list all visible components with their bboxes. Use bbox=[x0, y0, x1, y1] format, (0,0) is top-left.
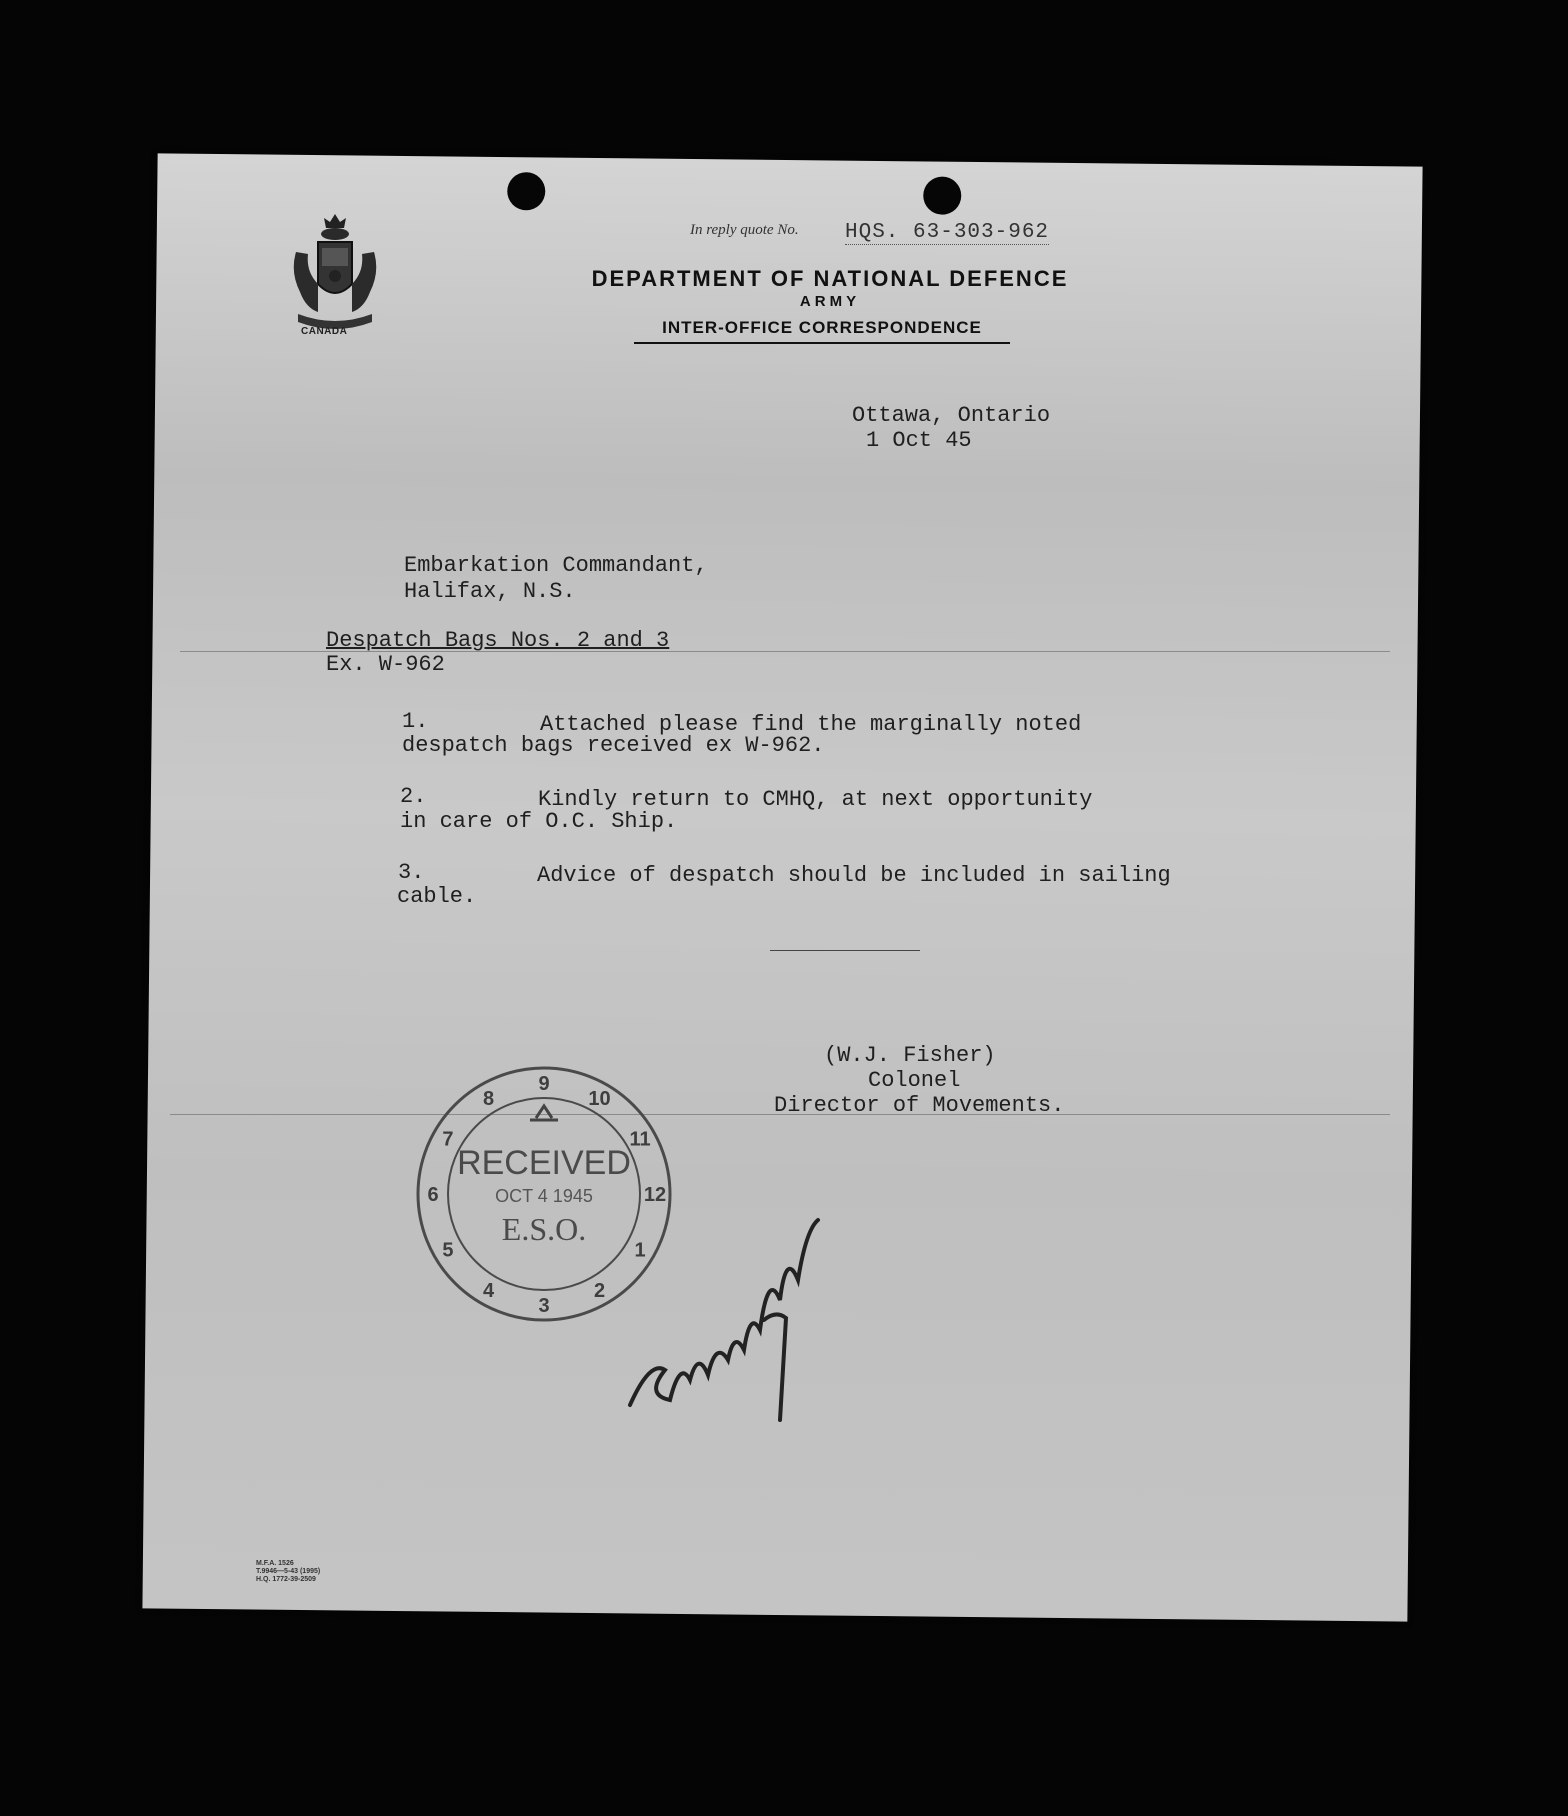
stamp-ring-number: 1 bbox=[634, 1239, 646, 1262]
stamp-ring-number: 2 bbox=[593, 1280, 606, 1303]
imprint-line: M.F.A. 1526 bbox=[256, 1560, 294, 1567]
stamp-ring-number: 8 bbox=[482, 1087, 495, 1110]
imprint-line: T.9946—5-43 (1995) bbox=[256, 1568, 321, 1575]
paragraph-text: cable. bbox=[397, 884, 477, 909]
stamp-word: RECEIVED bbox=[457, 1144, 631, 1182]
handwritten-signature bbox=[610, 1210, 900, 1430]
reply-number: HQS. 63-303-962 bbox=[845, 221, 1050, 244]
imprint-line: H.Q. 1772-39-2509 bbox=[256, 1576, 316, 1583]
stamp-ring-number: 5 bbox=[442, 1239, 454, 1262]
stamp-ring-number: 10 bbox=[588, 1087, 611, 1110]
punch-hole bbox=[507, 172, 545, 210]
paragraph-text: despatch bags received ex W-962. bbox=[402, 733, 825, 758]
stamp-office: E.S.O. bbox=[501, 1211, 587, 1247]
paragraph-text: Attached please find the marginally noted bbox=[540, 712, 1082, 737]
signer-title: Director of Movements. bbox=[774, 1093, 1065, 1118]
addressee-line: Halifax, N.S. bbox=[404, 579, 576, 604]
stamp-ring-number: 12 bbox=[643, 1184, 667, 1206]
coat-of-arms-icon bbox=[288, 212, 383, 342]
stamp-ring-number: 6 bbox=[427, 1184, 439, 1206]
subject-line: Ex. W-962 bbox=[326, 652, 445, 677]
paragraph-text: in care of O.C. Ship. bbox=[400, 809, 678, 834]
paragraph-text: Kindly return to CMHQ, at next opportunity bbox=[538, 787, 1093, 812]
stamp-ring-number: 9 bbox=[538, 1073, 550, 1095]
printer-imprint bbox=[256, 1560, 320, 1584]
signer-rank: Colonel bbox=[868, 1068, 961, 1093]
paragraph-number: 1. bbox=[402, 709, 429, 734]
paragraph-number: 2. bbox=[400, 784, 427, 809]
country-label: CANADA bbox=[301, 326, 348, 337]
subject-line: Despatch Bags Nos. 2 and 3 bbox=[326, 628, 670, 653]
paragraph-text: Advice of despatch should be included in sailing bbox=[537, 863, 1171, 888]
reply-prefix: In reply quote No. bbox=[690, 222, 799, 238]
signature-line bbox=[770, 950, 920, 951]
stamp-ring-number: 7 bbox=[442, 1128, 454, 1151]
stamp-date: OCT 4 1945 bbox=[495, 1186, 593, 1206]
form-type: INTER-OFFICE CORRESPONDENCE bbox=[634, 318, 1010, 344]
stamp-ring-number: 3 bbox=[538, 1295, 550, 1317]
stamp-ring-number: 11 bbox=[629, 1128, 651, 1151]
place: Ottawa, Ontario bbox=[852, 403, 1051, 428]
punch-hole bbox=[923, 176, 961, 214]
crown-icon bbox=[530, 1106, 558, 1120]
branch-title: ARMY bbox=[799, 293, 861, 310]
signer-name: (W.J. Fisher) bbox=[824, 1043, 996, 1068]
paragraph-number: 3. bbox=[398, 860, 425, 885]
addressee-line: Embarkation Commandant, bbox=[404, 553, 708, 578]
stamp-ring-number: 4 bbox=[482, 1280, 495, 1303]
date: 1 Oct 45 bbox=[866, 428, 972, 453]
department-title: DEPARTMENT OF NATIONAL DEFENCE bbox=[591, 266, 1069, 291]
